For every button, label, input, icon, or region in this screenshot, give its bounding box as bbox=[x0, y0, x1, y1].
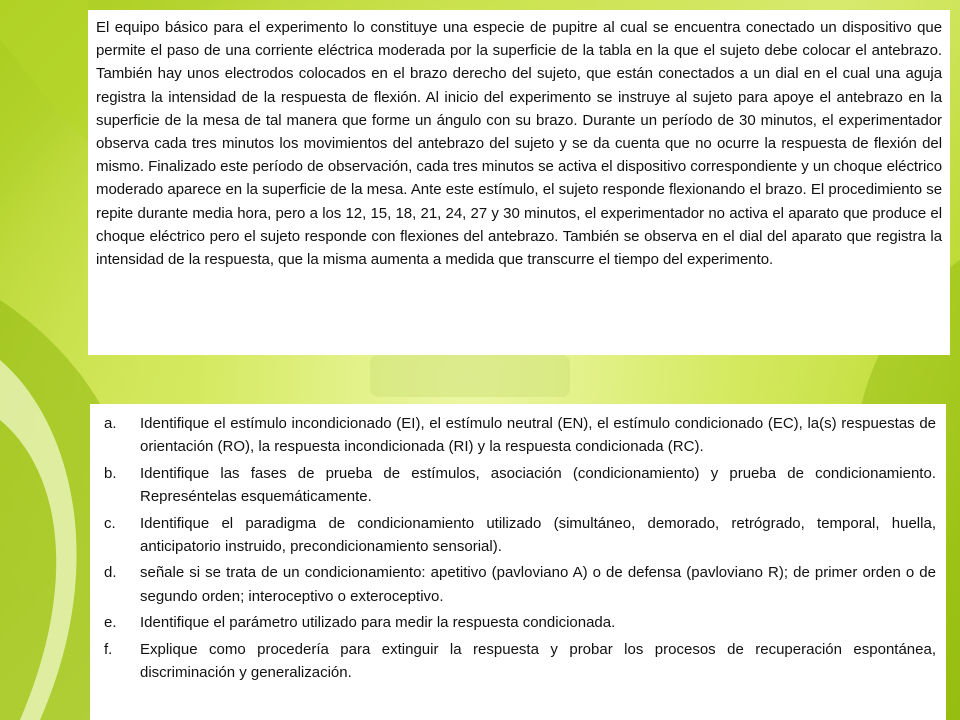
question-text: Identifique el paradigma de condicionamiento utilizado (simultáneo, demorado, retrógrado, temporal, huella, anticipatorio instruido, precondicionamiento sensorial). bbox=[140, 514, 936, 556]
question-text: señale si se trata de un condicionamiento: apetitivo (pavloviano A) o de defensa (pavloviano R); de primer orden o de segundo orden; interoceptivo o exteroceptivo. bbox=[140, 564, 936, 605]
question-item-f bbox=[104, 638, 936, 685]
question-letter: c. bbox=[104, 514, 116, 532]
question-item-c bbox=[104, 512, 936, 559]
question-letter: e. bbox=[104, 614, 117, 632]
questions-list bbox=[104, 412, 936, 684]
question-letter: d. bbox=[104, 564, 117, 582]
passage-text: El equipo básico para el experimento lo constituye una especie de pupitre al cual se encuentra conectado un dispositivo que permite el paso de una corriente eléctrica moderada por la superficie de la tabla en la que el sujeto debe colocar el antebrazo. También hay unos electrodos colocados en el brazo derecho del sujeto, que están conectados a un dial en el cual una aguja registra la intensidad de la respuesta de flexión. Al inicio del experimento se instruye al sujeto para apoye el antebrazo en la superficie de la mesa de tal manera que forme un ángulo con su brazo. Durante un período de 30 minutos, el experimentador observa cada tres minutos los movimientos del antebrazo del sujeto y se da cuenta que no ocurre la respuesta de flexión del mismo. Finalizado este período de observación, cada tres minutos se activa el dispositivo correspondiente y un choque eléctrico moderado aparece en la superficie de la mesa. Ante este estímulo, el sujeto responde flexionando el brazo. El procedimiento se repite durante media hora, pero a los 12, 15, 18, 21, 24, 27 y 30 minutos, el experimentador no activa el aparato que produce el choque eléctrico pero el sujeto responde con flexiones del antebrazo. También se observa en el dial del aparato que registra la intensidad de la respuesta, que la misma aumenta a medida que transcurre el tiempo del experimento. bbox=[96, 19, 942, 269]
question-item-b bbox=[104, 462, 936, 509]
question-letter: f. bbox=[104, 640, 113, 658]
questions-panel bbox=[90, 404, 946, 720]
question-text: Identifique el estímulo incondicionado (EI), el estímulo neutral (EN), el estímulo condicionado (EC), la(s) respuestas de orientación (RO), la respuesta incondicionada (RI) y la respuesta condicionada (RC). bbox=[140, 415, 936, 456]
question-text: Identifique el parámetro utilizado para medir la respuesta condicionada. bbox=[140, 614, 616, 632]
question-letter: a. bbox=[104, 415, 117, 432]
question-text: Identifique las fases de prueba de estímulos, asociación (condicionamiento) y prueba de condicionamiento. Represéntelas esquemáticamente. bbox=[140, 464, 936, 506]
background-swoosh-topleft bbox=[0, 0, 88, 140]
question-item-e bbox=[104, 611, 936, 634]
question-item-a bbox=[104, 412, 936, 459]
question-text: Explique como procedería para extinguir la respuesta y probar los procesos de recuperación espontánea, discriminación y generalización. bbox=[140, 640, 936, 682]
question-item-d bbox=[104, 561, 936, 608]
question-letter: b. bbox=[104, 464, 117, 482]
background-watermark-box bbox=[370, 355, 570, 397]
passage-panel bbox=[88, 10, 950, 355]
